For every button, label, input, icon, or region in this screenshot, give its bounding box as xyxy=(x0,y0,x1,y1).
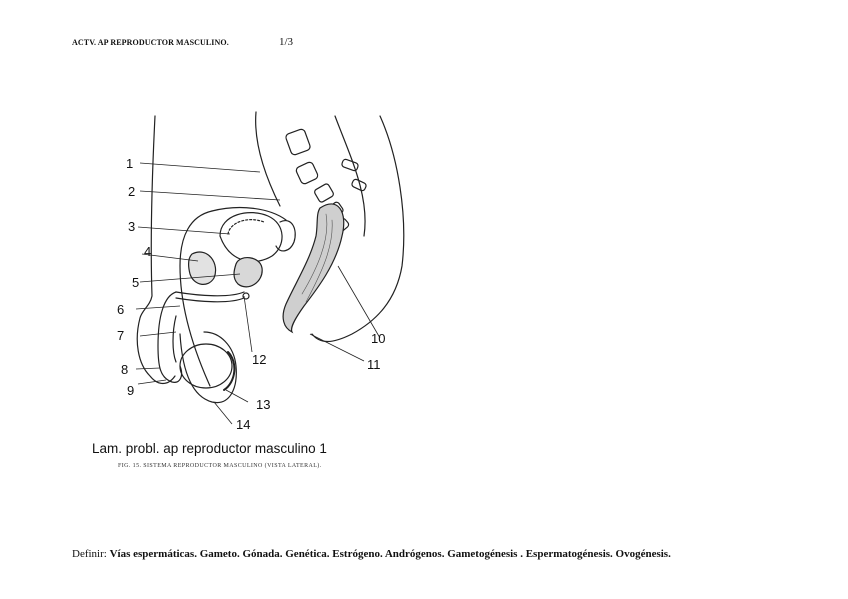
label-8: 8 xyxy=(121,362,129,377)
vertebra xyxy=(314,183,335,203)
footer-prefix: Definir: xyxy=(72,548,110,560)
label-13: 13 xyxy=(256,397,271,412)
vertebra xyxy=(295,161,319,185)
figure-caption: Lam. probl. ap reproductor masculino 1 xyxy=(92,441,327,456)
label-11: 11 xyxy=(367,357,381,372)
label-4: 4 xyxy=(144,244,152,259)
label-12: 12 xyxy=(252,352,267,367)
vas-deferens xyxy=(256,112,280,206)
figure-subcaption: FIG. 15. SISTEMA REPRODUCTOR MASCULINO (VISTA LATERAL). xyxy=(118,463,322,469)
label-7: 7 xyxy=(117,328,125,343)
penis xyxy=(158,292,182,382)
page-header-title: ACTV. AP REPRODUCTOR MASCULINO. xyxy=(72,38,229,47)
label-3: 3 xyxy=(128,219,136,234)
vertebra xyxy=(341,159,359,172)
scrotum xyxy=(180,332,236,403)
label-5: 5 xyxy=(132,275,140,290)
anatomy-figure xyxy=(80,96,420,476)
prostate xyxy=(234,258,262,287)
pubic-bone xyxy=(189,252,216,284)
label-9: 9 xyxy=(127,383,135,398)
urethra xyxy=(176,292,244,296)
footer-instructions xyxy=(72,548,671,560)
reproductive-system-diagram xyxy=(80,96,420,476)
label-1: 1 xyxy=(126,156,134,171)
abdomen-outline xyxy=(137,116,175,384)
vertebra xyxy=(285,128,311,156)
label-6: 6 xyxy=(117,302,125,317)
label-14: 14 xyxy=(236,417,251,432)
vertebra xyxy=(351,178,367,191)
testis xyxy=(180,344,232,388)
footer-terms: Vías espermáticas. Gameto. Gónada. Genética. Estrógeno. Andrógenos. Gametogénesis . Espermatogénesis. Ovogénesis. xyxy=(109,548,671,560)
label-2: 2 xyxy=(128,184,136,199)
label-10: 10 xyxy=(371,331,386,346)
page-number: 1/3 xyxy=(279,36,294,48)
epididymis xyxy=(224,352,234,390)
